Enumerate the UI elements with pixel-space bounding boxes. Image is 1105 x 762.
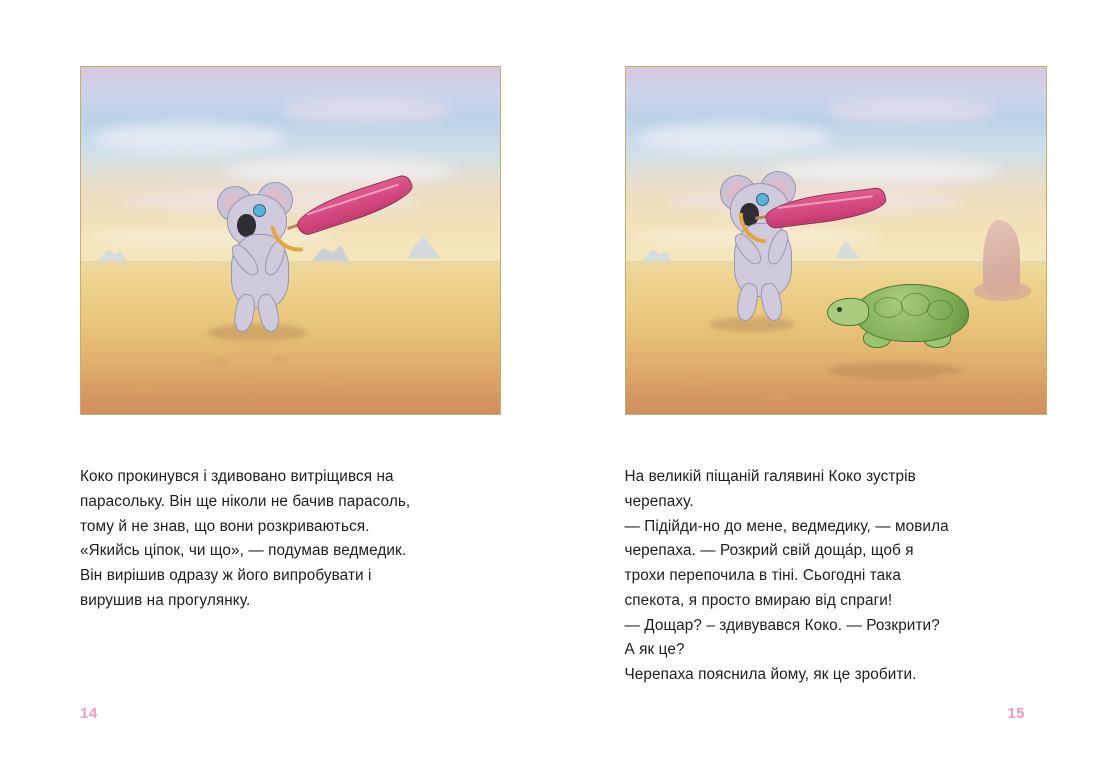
page-body-text	[625, 465, 1005, 688]
cloud	[282, 98, 450, 122]
text-line: — Підійди-но до мене, ведмедику, — мовила	[624, 517, 949, 535]
umbrella-handle	[738, 213, 767, 243]
page-number-left: 14	[80, 705, 98, 722]
text-line: — Дощар? – здивувався Коко. — Розкрити?	[624, 616, 940, 634]
text-line: тому й не знав, що вони розкриваються.	[80, 517, 370, 535]
text-line: трохи перепочила в тіні. Сьогодні така	[624, 567, 902, 585]
cloud	[94, 123, 287, 154]
turtle-eye	[837, 307, 842, 312]
illustration-koala-walking-with-closed-umbrella	[80, 66, 501, 415]
turtle-head	[827, 298, 869, 326]
text-line: На великій піщаній галявині Коко зустрів	[624, 468, 916, 485]
page-right	[553, 0, 1105, 762]
sand-detail	[207, 358, 228, 366]
koala-nose	[237, 214, 256, 237]
text-line: А як це?	[624, 641, 685, 659]
page-body-text	[80, 465, 460, 614]
turtle-shell	[855, 284, 969, 342]
cloud	[827, 98, 995, 122]
text-line: спекота, я просто вмираю від спраги!	[624, 591, 893, 609]
text-line: черепаха. — Розкрий свій доща́р, щоб я	[624, 542, 914, 560]
text-line: Коко прокинувся і здивовано витріщився на	[80, 468, 394, 485]
page-number-right: 15	[1007, 705, 1025, 722]
text-line: парасольку. Він ще ніколи не бачив парасоль,	[80, 492, 411, 510]
cloud	[638, 123, 831, 154]
text-line: «Якийсь ціпок, чи що», — подумав ведмедик.	[80, 542, 407, 560]
boulder	[983, 220, 1021, 296]
koala-leg	[735, 282, 760, 323]
turtle-character	[827, 282, 977, 356]
text-line: вирушив на прогулянку.	[80, 591, 251, 609]
illustration-koala-meets-turtle	[625, 66, 1047, 415]
text-line: Він вирішив одразу ж його випробувати і	[80, 567, 372, 585]
text-line: черепаху.	[624, 492, 694, 510]
text-line: Черепаха пояснила йому, як це зробити.	[624, 666, 917, 684]
